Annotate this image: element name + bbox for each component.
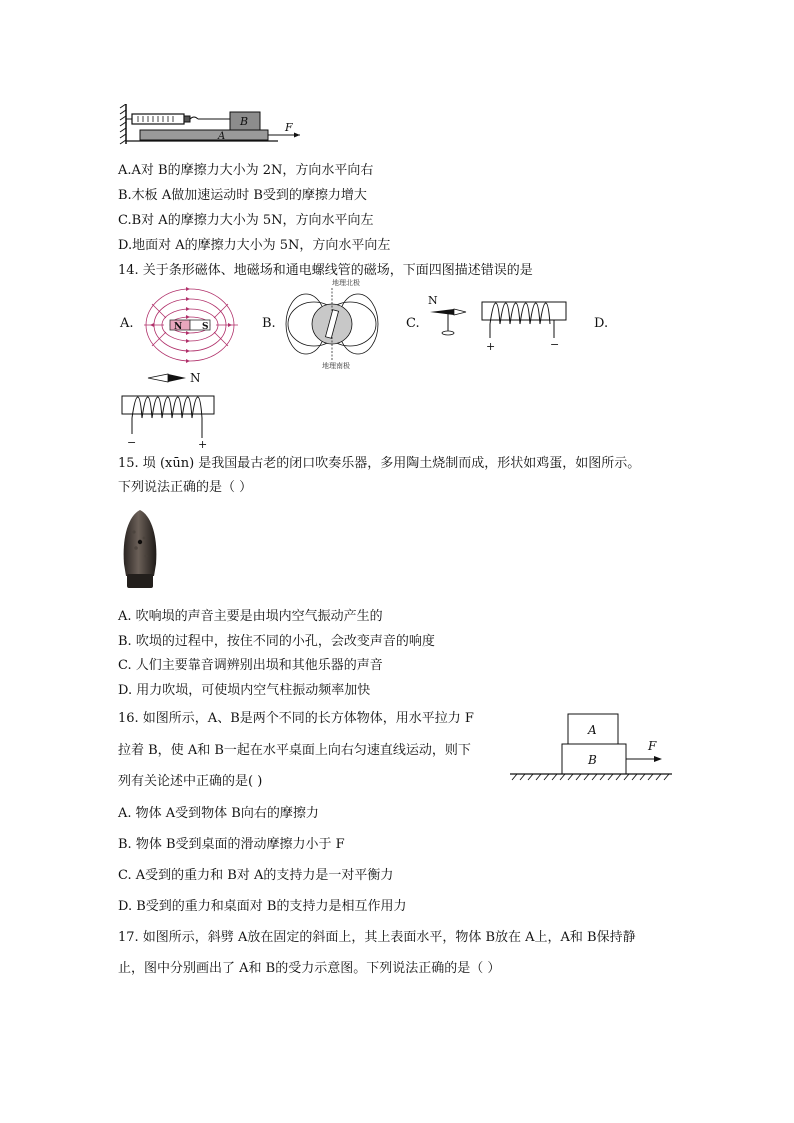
q15-stem-line2: 下列说法正确的是（ ） — [118, 480, 253, 495]
q14-fig-d-n: N — [190, 371, 201, 385]
q14-fig-b-north: 地理北极 — [332, 279, 360, 287]
q14-fig-c-plus: + — [486, 340, 496, 353]
q16-label-a: A — [588, 723, 597, 737]
q14-fig-a-s: S — [202, 322, 209, 332]
q14-fig-b-south: 地理南极 — [322, 362, 350, 370]
q16-stem-line1: 16. 如图所示，A、B是两个不同的长方体物体，用水平拉力 F — [118, 711, 474, 726]
q16-option-b: B. 物体 B受到桌面的滑动摩擦力小于 F — [118, 837, 345, 852]
q14-fig-c-n: N — [428, 294, 438, 307]
q13-figure — [118, 104, 308, 146]
q15-option-b: B. 吹埙的过程中，按住不同的小孔，会改变声音的响度 — [118, 634, 435, 649]
q16-label-f: F — [648, 739, 657, 753]
q16-label-b: B — [588, 753, 597, 767]
q13-label-b: B — [240, 115, 249, 128]
q14-solenoid-c-figure — [424, 292, 574, 354]
q13-option-d: D.地面对 A的摩擦力大小为 5N，方向水平向左 — [118, 238, 391, 253]
q16-stem-line3: 列有关论述中正确的是( ) — [118, 774, 263, 789]
q16-stem-line2: 拉着 B，使 A和 B一起在水平桌面上向右匀速直线运动，则下 — [118, 743, 471, 758]
q14-label-c: C. — [406, 316, 420, 331]
q16-option-d: D. B受到的重力和桌面对 B的支持力是相互作用力 — [118, 899, 407, 914]
q14-solenoid-d-figure — [118, 366, 228, 450]
q14-bar-magnet-figure — [142, 284, 242, 366]
q13-option-c: C.B对 A的摩擦力大小为 5N，方向水平向左 — [118, 213, 374, 228]
q16-option-c: C. A受到的重力和 B对 A的支持力是一对平衡力 — [118, 868, 394, 883]
q14-fig-d-plus: + — [198, 438, 208, 450]
q14-label-a: A. — [120, 316, 134, 331]
q13-label-a: A — [218, 131, 226, 142]
q13-option-b: B.木板 A做加速运动时 B受到的摩擦力增大 — [118, 188, 367, 203]
q16-option-a: A. 物体 A受到物体 B向右的摩擦力 — [118, 806, 319, 821]
q13-option-a: A.A对 B的摩擦力大小为 2N，方向水平向右 — [118, 163, 374, 178]
q14-fig-d-minus: − — [127, 436, 137, 449]
q14-stem: 14. 关于条形磁体、地磁场和通电螺线管的磁场，下面四图描述错误的是 — [118, 263, 533, 278]
q14-earth-field-figure — [284, 276, 384, 372]
q15-option-a: A. 吹响埙的声音主要是由埙内空气振动产生的 — [118, 609, 383, 624]
q15-xun-photo — [118, 508, 162, 592]
q15-option-c: C. 人们主要靠音调辨别出埙和其他乐器的声音 — [118, 658, 383, 673]
q16-figure — [508, 712, 674, 782]
q17-stem-line2: 止，图中分别画出了 A和 B的受力示意图。下列说法正确的是（ ） — [118, 961, 501, 976]
q14-label-b: B. — [262, 316, 276, 331]
q14-fig-c-minus: − — [550, 338, 560, 351]
q14-label-d: D. — [594, 316, 609, 331]
q14-fig-a-n: N — [174, 322, 183, 332]
q13-label-f: F — [285, 121, 293, 134]
q17-stem-line1: 17. 如图所示，斜劈 A放在固定的斜面上，其上表面水平，物体 B放在 A上，A和 B保持静 — [118, 930, 636, 945]
q15-option-d: D. 用力吹埙，可使埙内空气柱振动频率加快 — [118, 683, 371, 698]
q15-stem-line1: 15. 埙 (xūn) 是我国最古老的闭口吹奏乐器，多用陶土烧制而成，形状如鸡蛋，如图所示。 — [118, 456, 641, 471]
